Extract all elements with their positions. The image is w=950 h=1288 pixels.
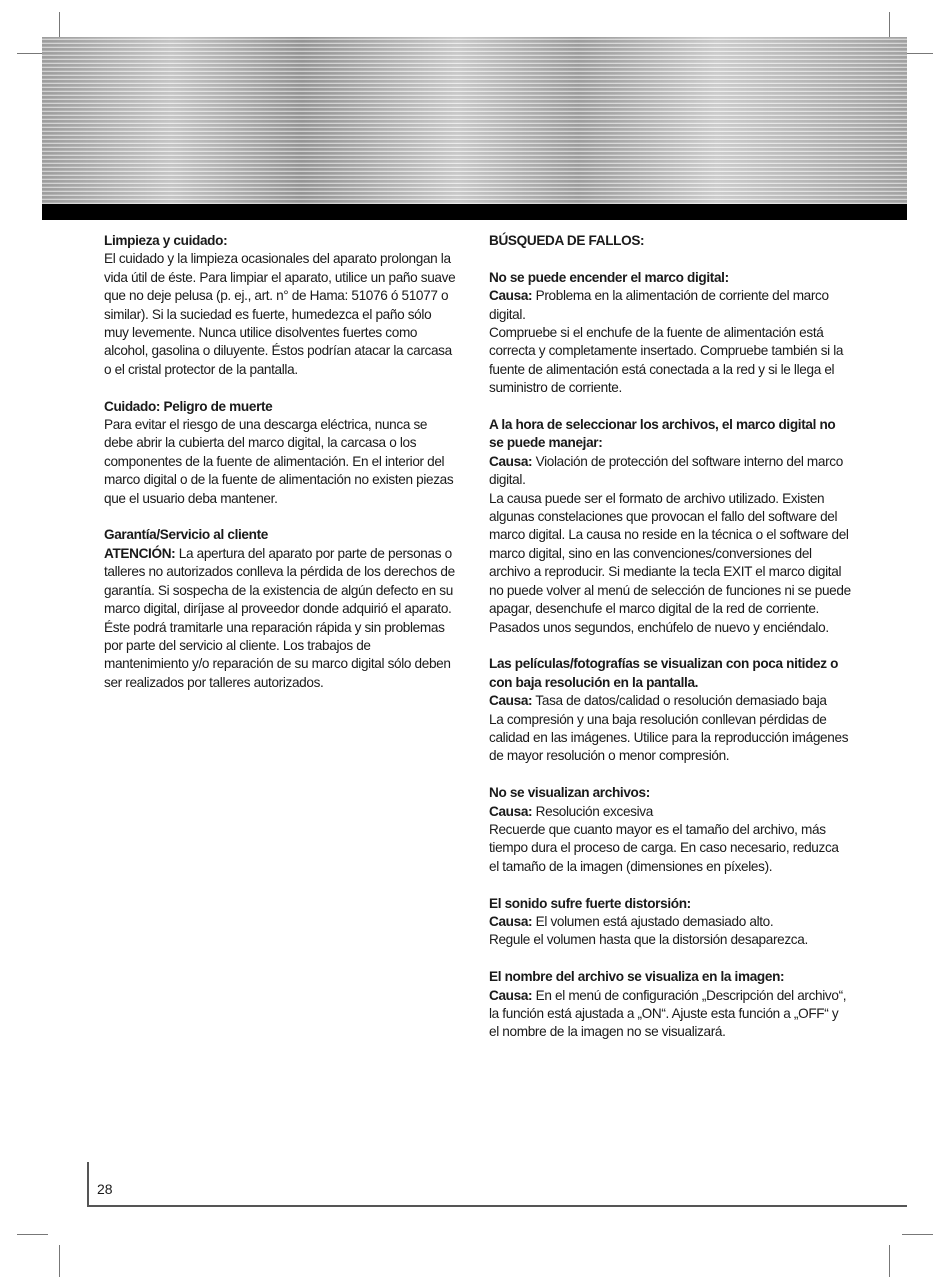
footer-rule-vertical [87, 1162, 89, 1207]
issue-solution: Compruebe si el enchufe de la fuente de alimentación está correcta y completamente insertado. Compruebe también si la fuente de alimentación está conectada a la red y si le llega el suministro de corriente. [489, 325, 844, 396]
cause-label: Causa: [489, 453, 533, 469]
issue-cause [489, 692, 851, 710]
care-text: El cuidado y la limpieza ocasionales del aparato prolongan la vida útil de éste. Para limpiar el aparato, utilice un paño suave que no deje pelusa (p. ej., art. n° de Hama: 51076 ó 51077 o similar). Si la suciedad es fuerte, humedezca el paño sólo muy levemente. Nunca utilice disolventes fuertes como alcohol, gasolina o diluyente. Éstos podrían atacar la carcasa o el cristal protector de la pantalla. [104, 251, 456, 377]
issue-section [489, 655, 851, 765]
left-column [104, 232, 456, 711]
warranty-text: La apertura del aparato por parte de personas o talleres no autorizados conlleva la pérdida de los derechos de garantía. Si sospecha de la existencia de algún defecto en su marco digital, diríjase al proveedor donde adquirió el aparato. Éste podrá tramitarle una reparación rápida y sin problemas por parte del servicio al cliente. Los trabajos de mantenimiento y/o reparación de su marco digital sólo deben ser realizados por talleres autorizados. [104, 545, 455, 690]
cause-label: Causa: [489, 288, 533, 304]
footer-rule-horizontal [87, 1205, 907, 1207]
issue-heading: El nombre del archivo se visualiza en la imagen: [489, 969, 785, 985]
issue-solution: La compresión y una baja resolución conllevan pérdidas de calidad en las imágenes. Utilice para la reproducción imágenes de mayor resolución o menor compresión. [489, 711, 849, 764]
warranty-heading: Garantía/Servicio al cliente [104, 527, 268, 543]
issue-solution: Recuerde que cuanto mayor es el tamaño del archivo, más tiempo dura el proceso de carga. En caso necesario, reduzca el tamaño de la imagen (dimensiones en píxeles). [489, 821, 839, 874]
cause-text: Tasa de datos/calidad o resolución demasiado baja [532, 693, 827, 709]
issue-heading: No se visualizan archivos: [489, 785, 650, 801]
issue-section [489, 895, 851, 950]
warranty-paragraph [104, 545, 456, 692]
issue-solution: La causa puede ser el formato de archivo utilizado. Existen algunas constelaciones que provocan el fallo del software del marco digital. La causa no reside en la técnica o el software del marco digital, sino en las convenciones/conversiones del archivo a reproducir. Si mediante la tecla EXIT el marco digital no puede volver al menú de selección de funciones ni se puede apagar, desenchufe el marco digital de la red de corriente. Pasados unos segundos, enchúfelo de nuevo y enciéndalo. [489, 490, 851, 635]
issue-heading: El sonido sufre fuerte distorsión: [489, 895, 691, 911]
danger-section [104, 398, 456, 508]
care-section [104, 232, 456, 379]
warranty-attention-label: ATENCIÓN: [104, 545, 176, 561]
issue-heading: Las películas/fotografías se visualizan con poca nitidez o con baja resolución en la pantalla. [489, 656, 839, 690]
issue-section [489, 416, 851, 637]
issue-section [489, 784, 851, 876]
cause-text: Problema en la alimentación de corriente del marco digital. [489, 288, 829, 322]
cause-text: El volumen está ajustado demasiado alto. [532, 913, 774, 929]
warranty-section [104, 526, 456, 692]
issue-cause [489, 803, 851, 821]
crop-mark [889, 1245, 890, 1277]
issue-heading: No se puede encender el marco digital: [489, 269, 729, 285]
cause-label: Causa: [489, 913, 533, 929]
issue-cause [489, 287, 851, 324]
header-black-bar [42, 204, 907, 220]
issue-heading: A la hora de seleccionar los archivos, el marco digital no se puede manejar: [489, 417, 836, 451]
cause-label: Causa: [489, 987, 533, 1003]
cause-label: Causa: [489, 693, 533, 709]
cause-label: Causa: [489, 803, 533, 819]
care-heading: Limpieza y cuidado: [104, 233, 228, 248]
cause-text: En el menú de configuración „Descripción del archivo“, la función está ajustada a „ON“. Ajuste esta función a „OFF“ y el nombre de la imagen no se visualizará. [489, 987, 847, 1040]
crop-mark [59, 1245, 60, 1277]
issue-cause [489, 453, 851, 490]
cause-text: Resolución excesiva [532, 803, 653, 819]
issue-cause [489, 913, 851, 931]
page-number: 28 [97, 1181, 113, 1197]
issue-section [489, 968, 851, 1042]
brushed-metal-header [42, 37, 907, 204]
issue-cause [489, 987, 851, 1042]
crop-mark [902, 1234, 933, 1235]
cause-text: Violación de protección del software interno del marco digital. [489, 453, 843, 488]
right-column [489, 232, 851, 1060]
issue-solution: Regule el volumen hasta que la distorsión desaparezca. [489, 932, 808, 948]
troubleshooting-title: BÚSQUEDA DE FALLOS: [489, 233, 645, 248]
crop-mark [17, 1234, 48, 1235]
danger-heading: Cuidado: Peligro de muerte [104, 398, 273, 414]
issue-section [489, 269, 851, 398]
danger-text: Para evitar el riesgo de una descarga eléctrica, nunca se debe abrir la cubierta del marco digital, la carcasa o los componentes de la fuente de alimentación. En el interior del marco digital o de la fuente de alimentación no existen piezas que el usuario deba mantener. [104, 417, 454, 506]
